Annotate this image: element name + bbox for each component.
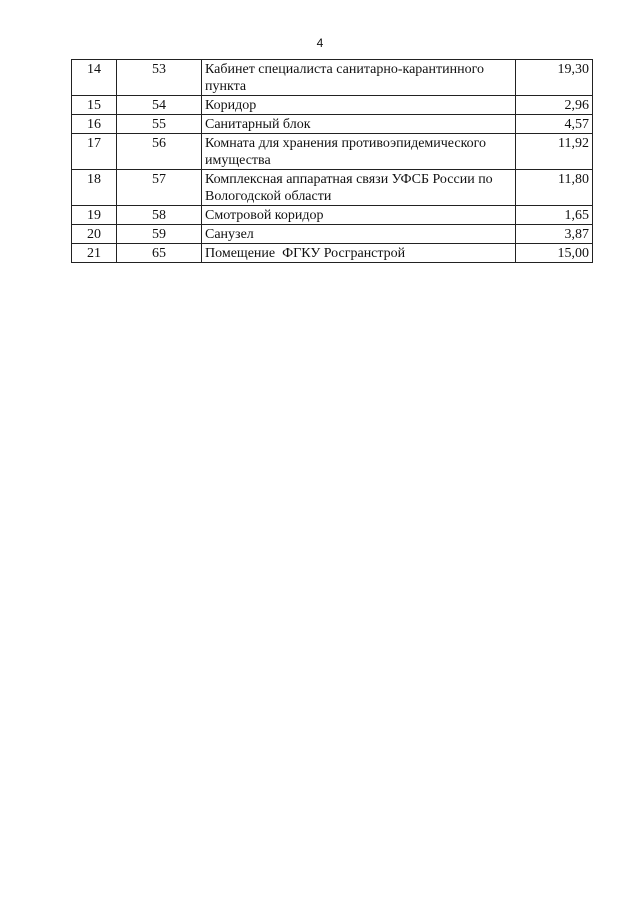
room-name-cell: Кабинет специалиста санитарно-карантинного пункта xyxy=(202,60,516,96)
room-number-cell: 58 xyxy=(117,206,202,225)
room-number-cell: 54 xyxy=(117,96,202,115)
room-name-cell: Помещение ФГКУ Росгранстрой xyxy=(202,244,516,263)
row-number-cell: 20 xyxy=(72,225,117,244)
room-area-cell: 2,96 xyxy=(516,96,593,115)
row-number-cell: 19 xyxy=(72,206,117,225)
table-row xyxy=(72,134,593,170)
row-number-cell: 15 xyxy=(72,96,117,115)
room-name-cell: Комната для хранения противоэпидемического имущества xyxy=(202,134,516,170)
room-name-cell: Санузел xyxy=(202,225,516,244)
row-number-cell: 16 xyxy=(72,115,117,134)
room-area-cell: 11,80 xyxy=(516,170,593,206)
rooms-table xyxy=(71,59,593,263)
room-area-cell: 3,87 xyxy=(516,225,593,244)
table-row xyxy=(72,225,593,244)
room-area-cell: 11,92 xyxy=(516,134,593,170)
room-name-cell: Санитарный блок xyxy=(202,115,516,134)
table-row xyxy=(72,96,593,115)
row-number-cell: 17 xyxy=(72,134,117,170)
room-area-cell: 15,00 xyxy=(516,244,593,263)
room-number-cell: 56 xyxy=(117,134,202,170)
room-name-cell: Смотровой коридор xyxy=(202,206,516,225)
table-row xyxy=(72,60,593,96)
row-number-cell: 18 xyxy=(72,170,117,206)
room-name-cell: Комплексная аппаратная связи УФСБ России по Вологодской области xyxy=(202,170,516,206)
room-name-cell: Коридор xyxy=(202,96,516,115)
room-number-cell: 65 xyxy=(117,244,202,263)
table-row xyxy=(72,170,593,206)
row-number-cell: 14 xyxy=(72,60,117,96)
table-row xyxy=(72,206,593,225)
room-area-cell: 19,30 xyxy=(516,60,593,96)
room-number-cell: 57 xyxy=(117,170,202,206)
room-number-cell: 53 xyxy=(117,60,202,96)
page-number: 4 xyxy=(316,36,324,50)
table-row xyxy=(72,244,593,263)
room-number-cell: 59 xyxy=(117,225,202,244)
row-number-cell: 21 xyxy=(72,244,117,263)
room-number-cell: 55 xyxy=(117,115,202,134)
room-area-cell: 4,57 xyxy=(516,115,593,134)
room-area-cell: 1,65 xyxy=(516,206,593,225)
table-row xyxy=(72,115,593,134)
